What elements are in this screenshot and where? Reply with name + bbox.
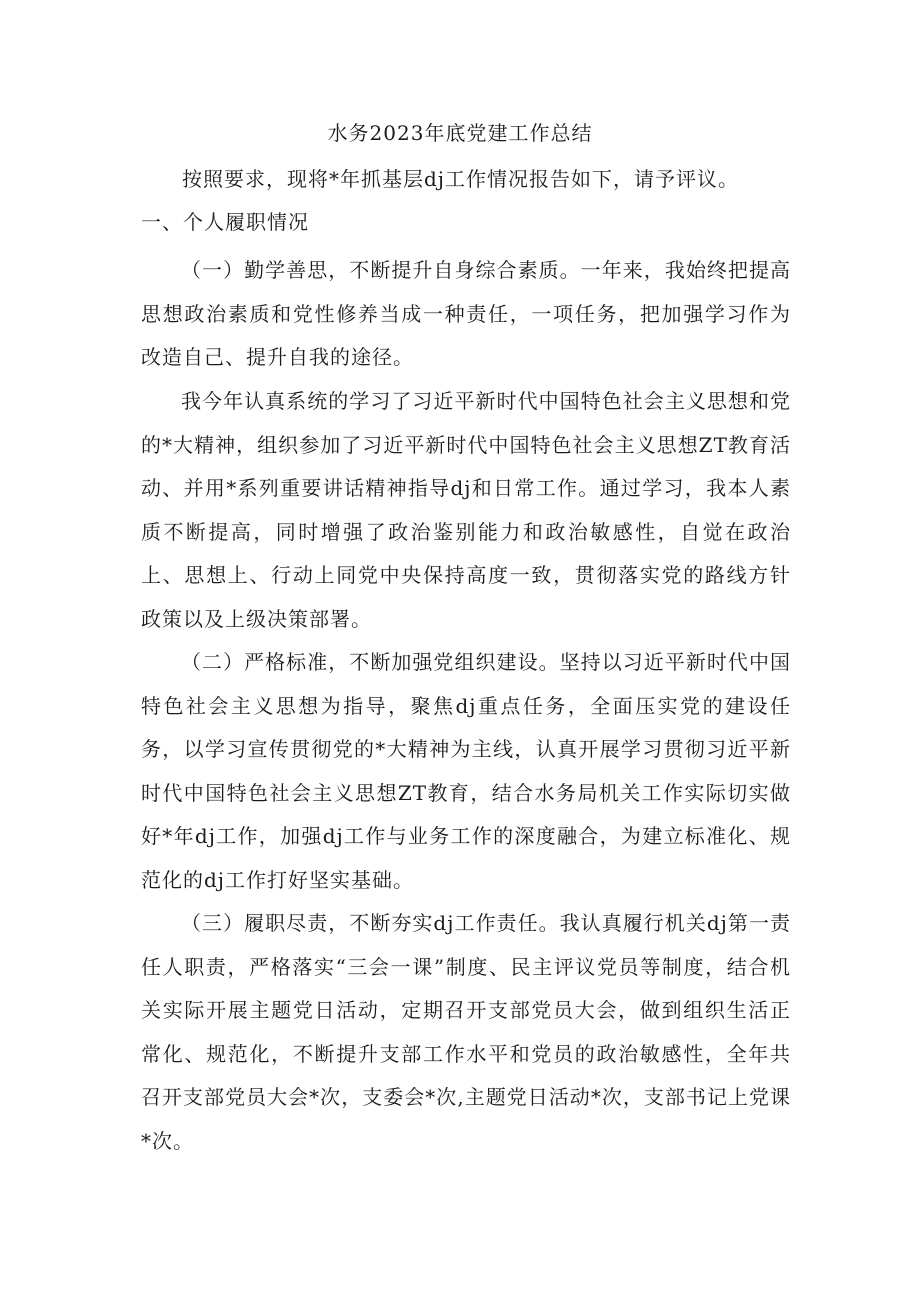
section-heading: 一、个人履职情况 <box>141 210 309 234</box>
document-title: 水务2023年底党建工作总结 <box>327 121 593 145</box>
paragraph-study: （一）勤学善思，不断提升自身综合素质。一年来，我始终把提高思想政治素质和党性修养当成一种责任，一项任务，把加强学习作为改造自己、提升自我的途径。 <box>141 258 791 369</box>
paragraph-organization: （二）严格标准，不断加强党组织建设。坚持以习近平新时代中国特色社会主义思想为指导，聚焦dj重点任务，全面压实党的建设任务，以学习宣传贯彻党的*大精神为主线，认真开展学习贯彻习近平新时代中国特色社会主义思想ZT教育，结合水务局机关工作实际切实做好*年dj工作，加强dj工作与业务工作的深度融合，为建立标准化、规范化的dj工作打好坚实基础。 <box>141 650 791 892</box>
paragraph-responsibility: （三）履职尽责，不断夯实dj工作责任。我认真履行机关dj第一责任人职责，严格落实“三会一课”制度、民主评议党员等制度，结合机关实际开展主题党日活动，定期召开支部党员大会，做到组织生活正常化、规范化，不断提升支部工作水平和党员的政治敏感性，全年共召开支部党员大会*次，支委会*次,主题党日活动*次，支部书记上党课*次。 <box>141 911 791 1153</box>
paragraph-learning-detail: 我今年认真系统的学习了习近平新时代中国特色社会主义思想和党的*大精神，组织参加了习近平新时代中国特色社会主义思想ZT教育活动、并用*系列重要讲话精神指导dj和日常工作。通过学习，我本人素质不断提高，同时增强了政治鉴别能力和政治敏感性，自觉在政治上、思想上、行动上同党中央保持高度一致，贯彻落实党的路线方针政策以及上级决策部署。 <box>141 389 791 631</box>
intro-line: 按照要求，现将*年抓基层dj工作情况报告如下，请予评议。 <box>182 167 740 191</box>
